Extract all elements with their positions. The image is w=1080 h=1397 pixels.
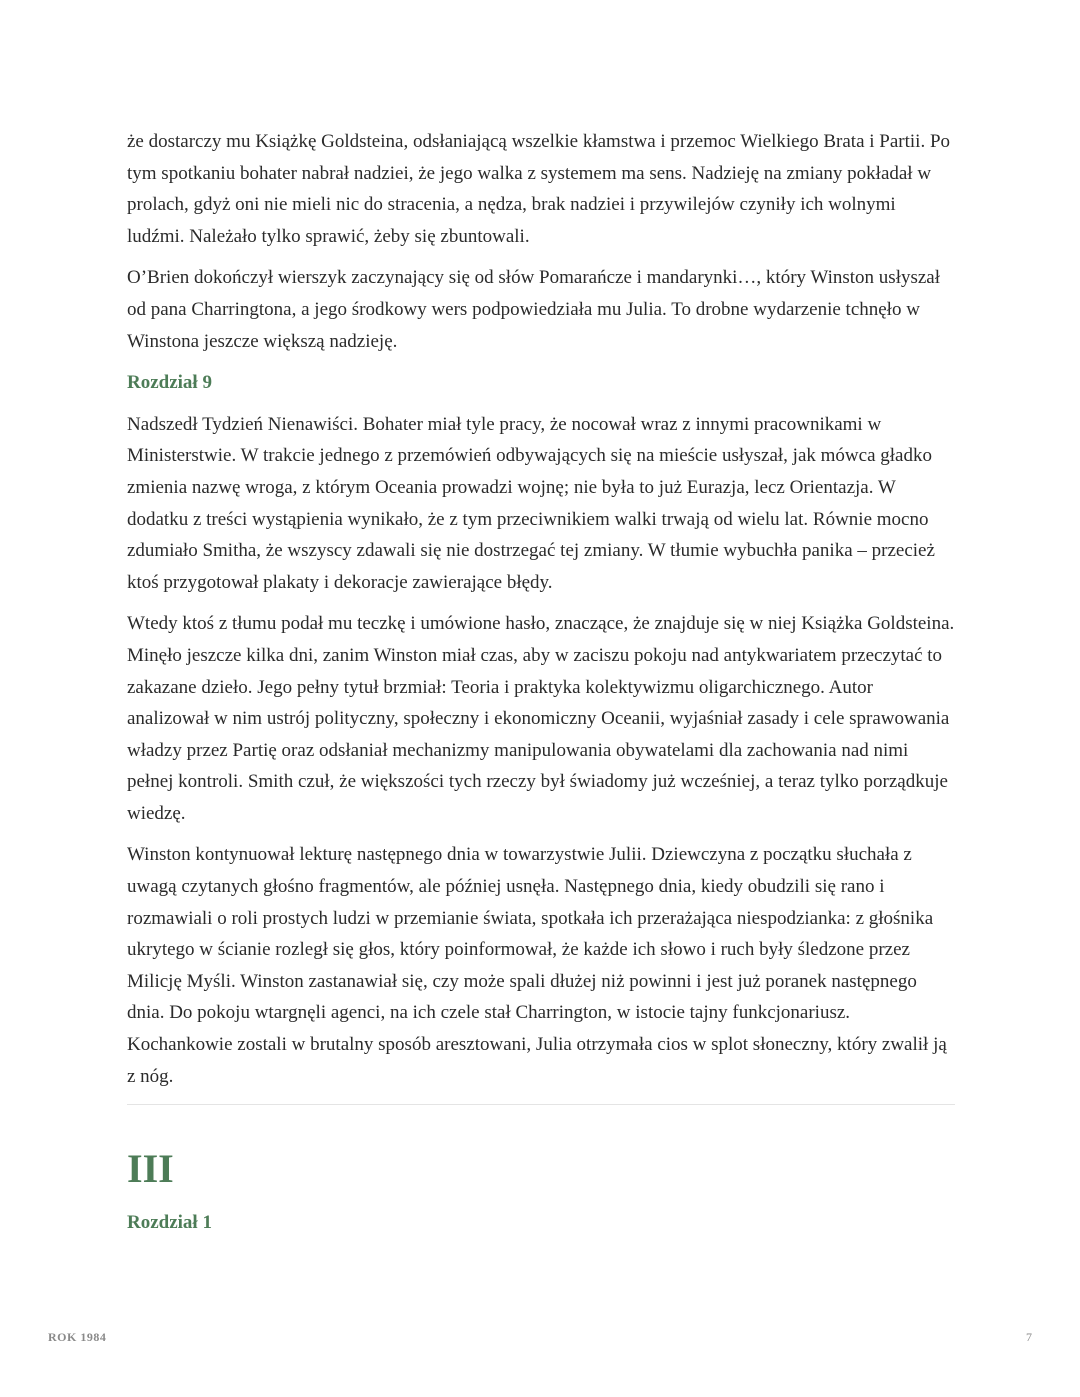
paragraph: Nadszedł Tydzień Nienawiści. Bohater miał tyle pracy, że nocował wraz z innymi pracownikami w Ministerstwie. W trakcie jednego z przemówień odbywających się na mieście usłyszał, jak mówca gładko zmienia nazwę wroga, z którym Oceania prowadzi wojnę; nie była to już Eurazja, lecz Orientazja. W dodatku z treści wystąpienia wynikało, że z tym przeciwnikiem walki trwają od wielu lat. Równie mocno zdumiało Smitha, że wszyscy zdawali się nie dostrzegać tej zmiany. W tłumie wybuchła panika – przecież ktoś przygotował plakaty i dekoracje zawierające błędy. xyxy=(127,413,935,593)
paragraph: Wtedy ktoś z tłumu podał mu teczkę i umówione hasło, znaczące, że znajduje się w niej Książka Goldsteina. Minęło jeszcze kilka dni, zanim Winston miał czas, aby w zaciszu pokoju nad antykwariatem przeczytać to zakazane dzieło. Jego pełny tytuł brzmiał: Teoria i praktyka kolektywizmu oligarchicznego. Autor analizował w nim ustrój polityczny, społeczny i ekonomiczny Oceanii, wyjaśniał zasady i cele sprawowania władzy przez Partię oraz odsłaniał mechanizmy manipulowania obywatelami dla zachowania nad nimi pełnej kontroli. Smith czuł, że większości tych rzeczy był świadomy już wcześniej, a teraz tylko porządkuje wiedzę. xyxy=(127,613,955,824)
page-content xyxy=(127,126,955,1249)
section-divider xyxy=(127,1104,955,1105)
paragraph: Winston kontynuował lekturę następnego dnia w towarzystwie Julii. Dziewczyna z początku słuchała z uwagą czytanych głośno fragmentów, ale później usnęła. Następnego dnia, kiedy obudzili się rano i rozmawiali o roli prostych ludzi w przemianie świata, spotkała ich przerażająca niespodzianka: z głośnika ukrytego w ścianie rozległ się głos, który poinformował, że każde ich słowo i ruch były śledzone przez Milicję Myśli. Winston zastanawiał się, czy może spali dłużej niż powinni i jest już poranek następnego dnia. Do pokoju wtargnęli agenci, na ich czele stał Charrington, w istocie tajny funkcjonariusz. Kochankowie zostali w brutalny sposób aresztowani, Julia otrzymała cios w splot słoneczny, który zwalił ją z nóg. xyxy=(127,844,947,1087)
chapter-heading: Rozdział 1 xyxy=(127,1212,212,1234)
footer-book-title: ROK 1984 xyxy=(48,1330,107,1344)
footer-page-number: 7 xyxy=(1026,1330,1032,1344)
paragraph: że dostarczy mu Książkę Goldsteina, odsłaniającą wszelkie kłamstwa i przemoc Wielkiego Brata i Partii. Po tym spotkaniu bohater nabrał nadziei, że jego walka z systemem ma sens. Nadzieję na zmiany pokładał w prolach, gdyż oni nie mieli nic do stracenia, a nędza, brak nadziei i przywilejów czyniły ich wolnymi ludźmi. Należało tylko sprawić, żeby się zbuntowali. xyxy=(127,131,951,247)
chapter-heading: Rozdział 9 xyxy=(127,372,212,394)
part-title: III xyxy=(127,1146,174,1192)
paragraph: O’Brien dokończył wierszyk zaczynający się od słów Pomarańcze i mandarynki…, który Winston usłyszał od pana Charringtona, a jego środkowy wers podpowiedziała mu Julia. To drobne wydarzenie tchnęło w Winstona jeszcze większą nadzieję. xyxy=(127,267,941,352)
